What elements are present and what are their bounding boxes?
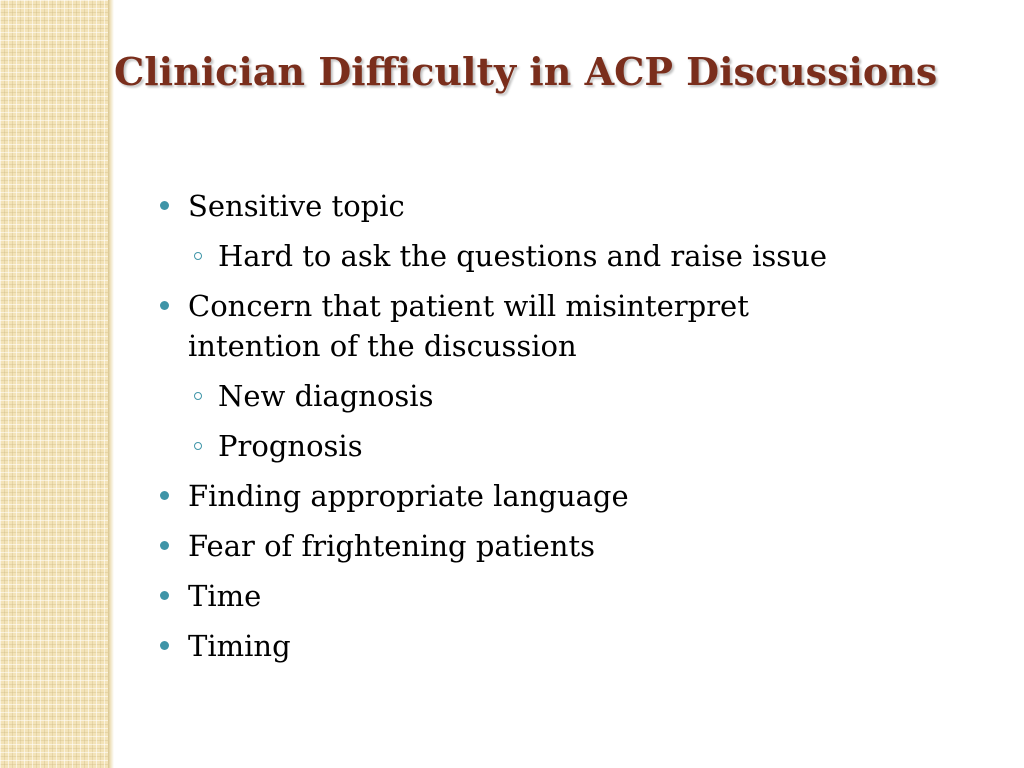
bullet-text: Time [188, 579, 262, 613]
bullet-item [160, 526, 860, 566]
slide-title: Clinician Difficulty in ACP Discussions [114, 49, 938, 94]
hollow-bullet-icon [194, 392, 202, 400]
sub-bullet-text: Hard to ask the questions and raise issue [218, 239, 827, 273]
bullet-text: Sensitive topic [188, 189, 405, 223]
bullet-item [160, 186, 860, 226]
sub-bullet-text: Prognosis [218, 429, 363, 463]
sub-bullet-item [160, 376, 860, 416]
filled-bullet-icon [160, 641, 169, 650]
hollow-bullet-icon [194, 442, 202, 450]
bullet-item [160, 286, 860, 366]
bullet-text: Timing [188, 629, 291, 663]
filled-bullet-icon [160, 591, 169, 600]
bullet-text: Concern that patient will misinterpret intention of the discussion [188, 289, 749, 363]
filled-bullet-icon [160, 491, 169, 500]
decorative-side-pattern [0, 0, 110, 768]
bullet-item [160, 576, 860, 616]
sub-bullet-item [160, 426, 860, 466]
bullet-item [160, 476, 860, 516]
filled-bullet-icon [160, 541, 169, 550]
side-pattern-edge [108, 0, 114, 768]
sub-bullet-item [160, 236, 860, 276]
bullet-list [160, 186, 860, 676]
filled-bullet-icon [160, 201, 169, 210]
bullet-text: Fear of frightening patients [188, 529, 595, 563]
hollow-bullet-icon [194, 252, 202, 260]
bullet-item [160, 626, 860, 666]
bullet-text: Finding appropriate language [188, 479, 629, 513]
sub-bullet-text: New diagnosis [218, 379, 434, 413]
filled-bullet-icon [160, 301, 169, 310]
